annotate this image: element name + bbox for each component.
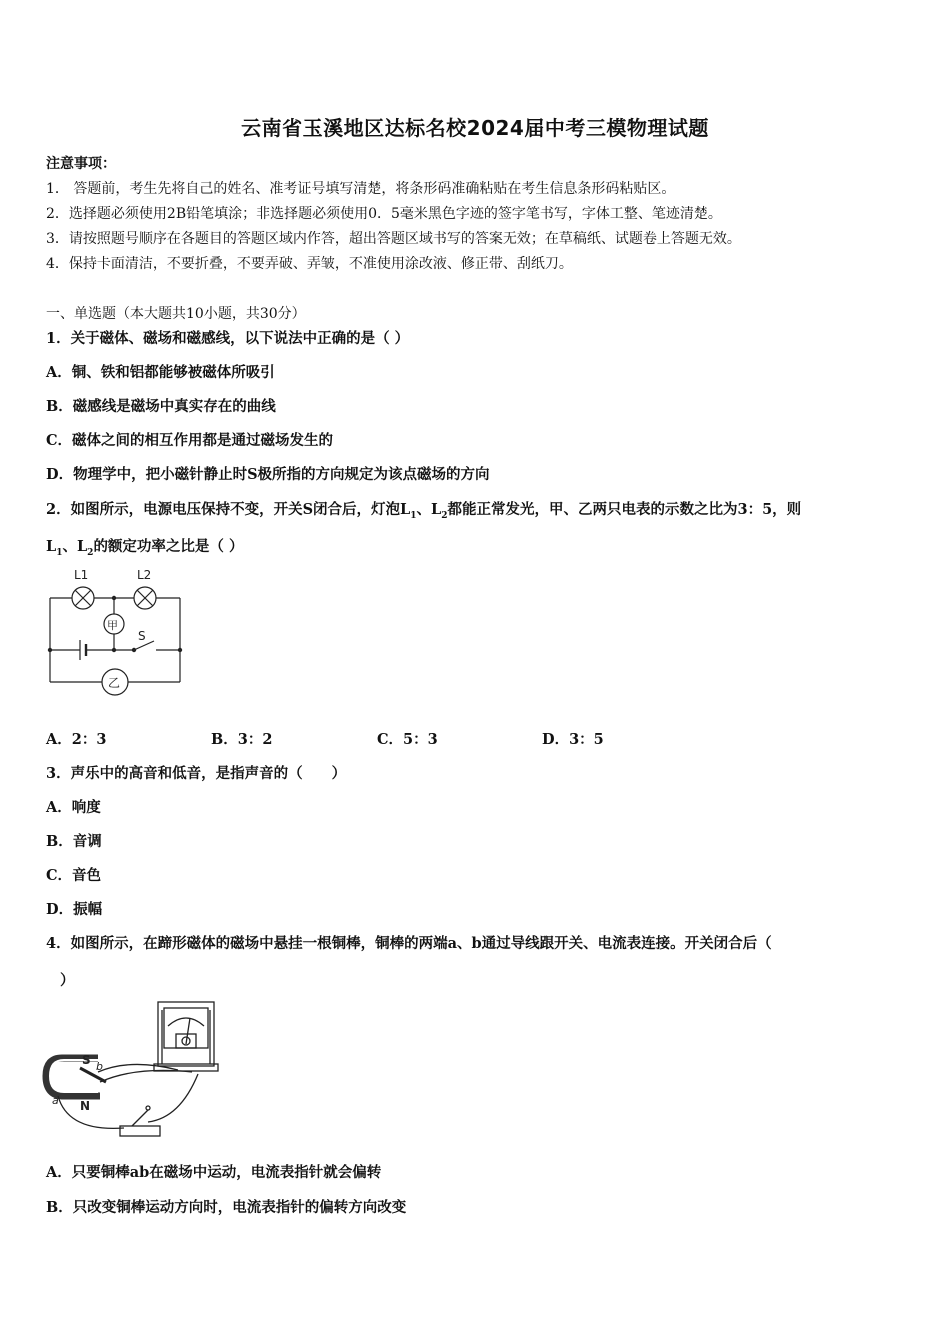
question-2-option-a: A．2：3 bbox=[46, 731, 107, 748]
label-yi: 乙 bbox=[108, 676, 121, 690]
question-2-stem-part: 2．如图所示，电源电压保持不变，开关S闭合后，灯泡L bbox=[46, 501, 411, 518]
label-n: N bbox=[80, 1099, 91, 1113]
label-l1: L1 bbox=[74, 568, 89, 582]
question-1-stem: 1．关于磁体、磁场和磁感线，以下说法中正确的是（ ） bbox=[46, 330, 410, 347]
switch-base bbox=[120, 1126, 160, 1136]
question-3-stem: 3．声乐中的高音和低音，是指声音的（ ） bbox=[46, 765, 347, 782]
label-a: a bbox=[52, 1094, 59, 1107]
question-4-stem: 4．如图所示，在蹄形磁体的磁场中悬挂一根铜棒，铜棒的两端a、b通过导线跟开关、电流表连接。开关闭合后（ bbox=[46, 935, 772, 952]
question-2-option-b: B．3：2 bbox=[211, 731, 273, 748]
subscript: 1 bbox=[410, 510, 417, 521]
subscript: 2 bbox=[87, 547, 94, 558]
label-jia: 甲 bbox=[107, 619, 118, 632]
question-2-stem-part: 的额定功率之比是（ ） bbox=[93, 538, 244, 555]
question-4-stem-continued: ） bbox=[60, 972, 75, 989]
question-2-stem-part: 、L bbox=[416, 501, 442, 518]
question-3-option-a: A．响度 bbox=[46, 799, 101, 816]
question-1-option-c: C．磁体之间的相互作用都是通过磁场发生的 bbox=[46, 432, 334, 449]
question-1-option-d: D．物理学中，把小磁针静止时S极所指的方向规定为该点磁场的方向 bbox=[46, 466, 490, 483]
circuit-diagram bbox=[44, 562, 189, 697]
question-2-option-d: D．3：5 bbox=[542, 731, 604, 748]
subscript: 2 bbox=[441, 510, 448, 521]
question-2-stem-part: L bbox=[46, 538, 57, 555]
question-4-option-a: A．只要铜棒ab在磁场中运动，电流表指针就会偏转 bbox=[46, 1164, 382, 1181]
question-1-option-b: B．磁感线是磁场中真实存在的曲线 bbox=[46, 398, 276, 415]
notice-item: 3．请按照题号顺序在各题目的答题区域内作答，超出答题区域书写的答案无效；在草稿纸、试题卷上答题无效。 bbox=[46, 231, 741, 247]
notice-item: 4．保持卡面清洁，不要折叠，不要弄破、弄皱，不准使用涂改液、修正带、刮纸刀。 bbox=[46, 256, 573, 272]
label-switch: S bbox=[138, 629, 146, 643]
subscript: 1 bbox=[56, 547, 63, 558]
question-2-stem-part: 、L bbox=[62, 538, 88, 555]
question-1-option-a: A．铜、铁和铝都能够被磁体所吸引 bbox=[46, 364, 275, 381]
question-2-option-c: C．5：3 bbox=[377, 731, 438, 748]
question-4-option-b: B．只改变铜棒运动方向时，电流表指针的偏转方向改变 bbox=[46, 1199, 407, 1216]
question-3-option-c: C．音色 bbox=[46, 867, 102, 884]
label-b: b bbox=[96, 1060, 103, 1073]
question-3-option-b: B．音调 bbox=[46, 833, 102, 850]
question-2-stem bbox=[46, 498, 801, 521]
magnet-galvanometer-figure bbox=[40, 996, 230, 1146]
label-s: S bbox=[82, 1053, 91, 1067]
notice-item: 1． 答题前，考生先将自己的姓名、准考证号填写清楚，将条形码准确粘贴在考生信息条形码粘贴区。 bbox=[46, 181, 676, 197]
page-title: 云南省玉溪地区达标名校2024届中考三模物理试题 bbox=[241, 116, 709, 140]
notice-heading: 注意事项： bbox=[46, 156, 116, 172]
question-3-option-d: D．振幅 bbox=[46, 901, 103, 918]
question-2-stem-part: 都能正常发光，甲、乙两只电表的示数之比为3：5，则 bbox=[447, 501, 802, 518]
notice-item: 2．选择题必须使用2B铅笔填涂；非选择题必须使用0．5毫米黑色字迹的签字笔书写，字体工整、笔迹清楚。 bbox=[46, 206, 722, 222]
section-heading: 一、单选题（本大题共10小题，共30分） bbox=[46, 306, 306, 322]
label-l2: L2 bbox=[137, 568, 152, 582]
question-2-stem-line2 bbox=[46, 535, 244, 558]
